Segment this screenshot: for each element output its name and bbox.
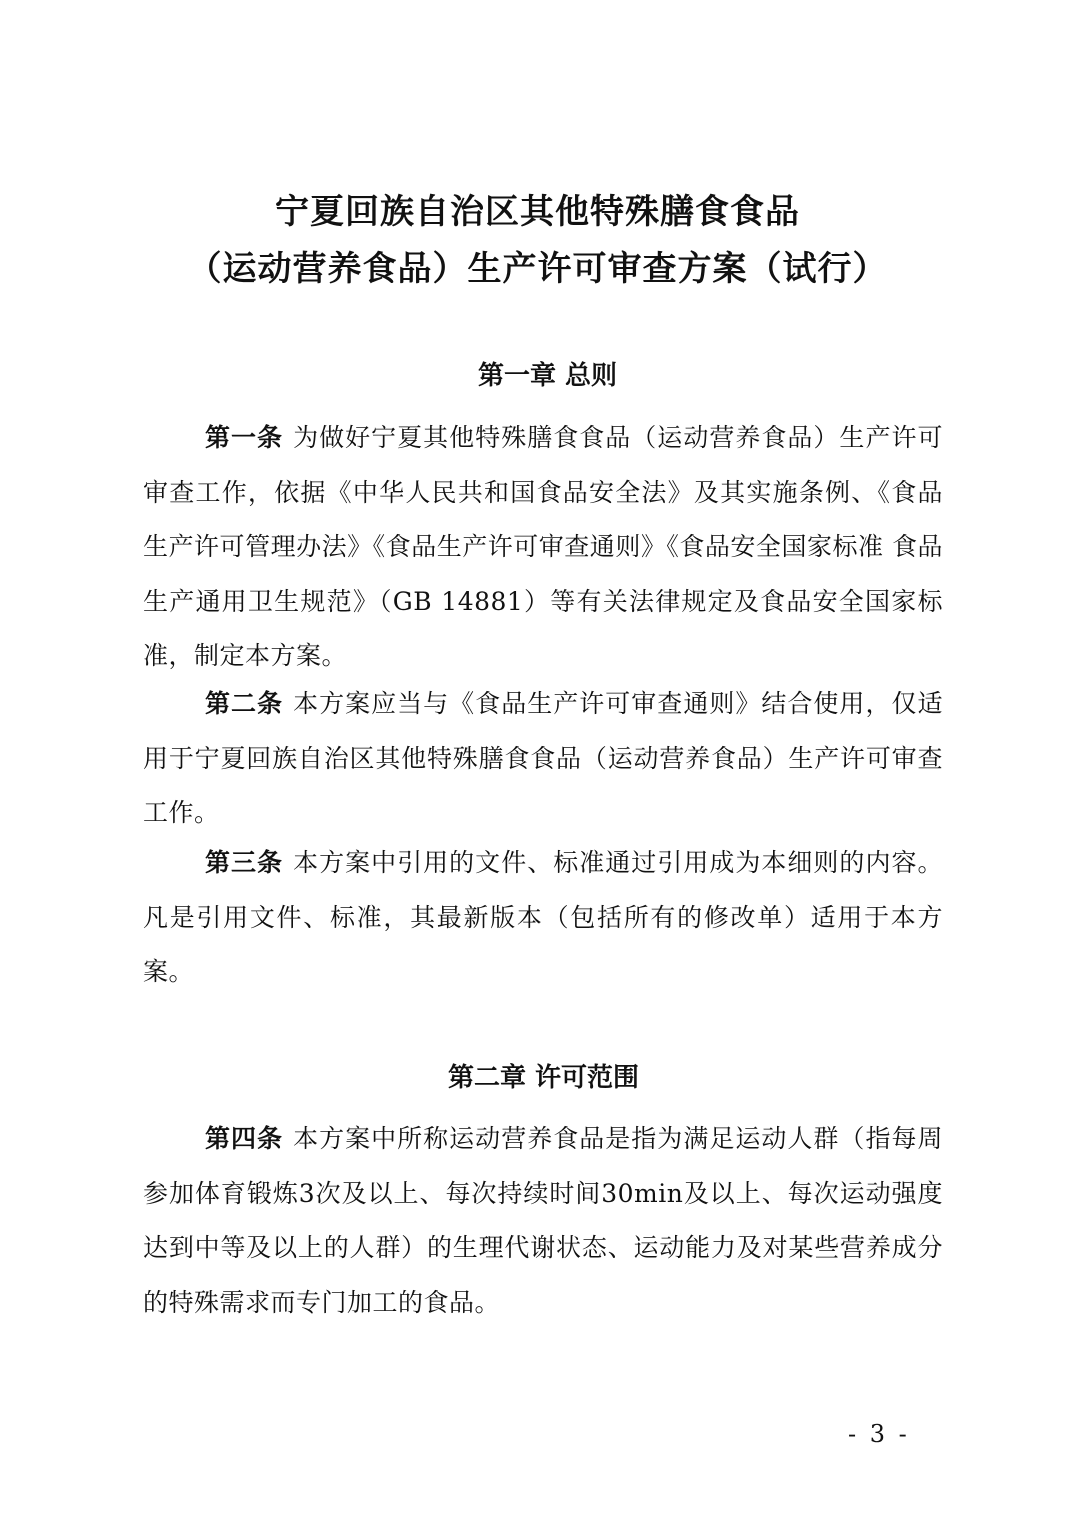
article-1 xyxy=(143,411,943,684)
article-3-text: 本方案中引用的文件、标准通过引用成为本细则的内容。凡是引用文件、标准，其最新版本（包括所有的修改单）适用于本方案。 xyxy=(143,848,943,986)
chapter-heading-1: 第一章 总则 xyxy=(477,361,618,391)
chapter-heading-2: 第二章 许可范围 xyxy=(447,1063,640,1093)
article-4 xyxy=(143,1112,943,1330)
article-2-text: 本方案应当与《食品生产许可审查通则》结合使用，仅适用于宁夏回族自治区其他特殊膳食食品（运动营养食品）生产许可审查工作。 xyxy=(143,689,943,827)
article-2-label: 第二条 xyxy=(205,689,284,718)
document-title-line-1: 宁夏回族自治区其他特殊膳食食品 xyxy=(275,192,800,232)
article-3 xyxy=(143,836,943,1000)
article-4-text: 本方案中所称运动营养食品是指为满足运动人群（指每周参加体育锻炼3次及以上、每次持续时间30min及以上、每次运动强度达到中等及以上的人群）的生理代谢状态、运动能力及对某些营养成分的特殊需求而专门加工的食品。 xyxy=(143,1124,943,1317)
page-number: - 3 - xyxy=(848,1420,910,1448)
document-title-line-2: （运动营养食品）生产许可审查方案（试行） xyxy=(187,249,888,289)
article-1-text: 为做好宁夏其他特殊膳食食品（运动营养食品）生产许可审查工作，依据《中华人民共和国食品安全法》及其实施条例、《食品生产许可管理办法》《食品生产许可审查通则》《食品安全国家标准 食品生产通用卫生规范》（GB 14881）等有关法律规定及食品安全国家标准，制定本方案。 xyxy=(143,423,943,670)
article-4-label: 第四条 xyxy=(205,1124,284,1153)
article-2 xyxy=(143,677,943,841)
article-1-label: 第一条 xyxy=(205,423,284,452)
article-3-label: 第三条 xyxy=(205,848,284,877)
